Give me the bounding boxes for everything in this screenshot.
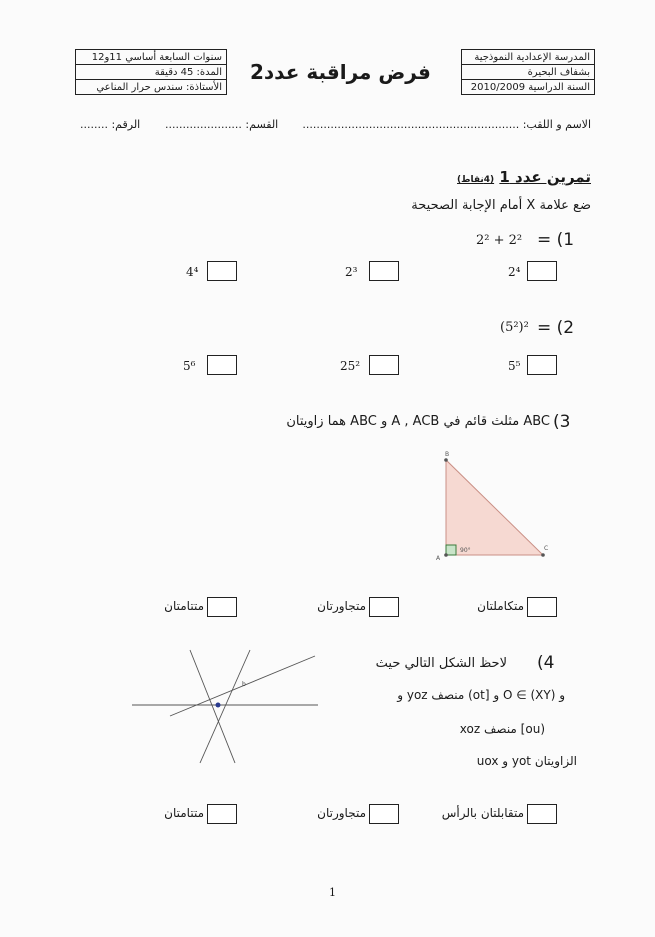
figure-label-b: b — [242, 681, 246, 688]
class-info-box — [75, 49, 227, 95]
q2-option-1-text: 5⁵ — [508, 359, 521, 373]
q3-option-2-text: متجاورتان — [317, 599, 366, 613]
right-angle-mark — [446, 545, 456, 555]
student-name-field: الاسم و اللقب: .............................................................. — [302, 118, 591, 131]
q3-option-3-checkbox[interactable] — [207, 597, 237, 617]
q2-option-1-checkbox[interactable] — [527, 355, 557, 375]
q4-line-1: لاحظ الشكل التالي حيث — [375, 656, 507, 671]
q4-line-3: (ou] منصف xoz — [459, 722, 545, 736]
q2-expression: (5²)² — [500, 320, 529, 335]
line-oz — [190, 650, 235, 763]
q2-option-2-checkbox[interactable] — [369, 355, 399, 375]
number-field: الرقم: ........ — [80, 118, 141, 131]
vertex-c — [541, 553, 545, 557]
q2-option-3-checkbox[interactable] — [207, 355, 237, 375]
q4-line-4: الزاويتان yot و uox — [476, 754, 577, 768]
school-name: المدرسة الإعدادية النموذجية — [462, 50, 594, 65]
q1-option-3-checkbox[interactable] — [207, 261, 237, 281]
q4-option-3-checkbox[interactable] — [207, 804, 237, 824]
exercise-instruction: ضع علامة X أمام الإجابة الصحيحة — [411, 198, 591, 213]
q1-option-1-checkbox[interactable] — [527, 261, 557, 281]
q1-option-1-text: 2⁴ — [508, 265, 521, 279]
school-year: السنة الدراسية 2010/2009 — [470, 82, 590, 93]
q4-number: 4) — [537, 653, 555, 673]
exercise-heading — [457, 168, 591, 186]
q3-option-1-checkbox[interactable] — [527, 597, 557, 617]
exam-title: فرض مراقبة عدد2 — [250, 60, 431, 84]
vertex-b — [444, 458, 448, 462]
q2-option-2-text: 25² — [340, 359, 361, 373]
q4-line-2: و O ∈ (XY) و [ot) منصف yoz و — [397, 688, 565, 702]
section-field: القسم: ...................... — [165, 118, 279, 131]
q2-label: 2) = — [537, 318, 575, 338]
q2-option-3-text: 5⁶ — [183, 359, 196, 373]
angle-label: 90° — [460, 547, 471, 554]
q3-text: ABC مثلث قائم في A , ACB و ABC هما زاويتان — [286, 414, 550, 429]
page-number: 1 — [329, 886, 336, 899]
label-a: A — [436, 555, 441, 562]
teacher-name: الأستاذة: سندس حرار المناعي — [96, 82, 222, 93]
vertex-a — [444, 553, 448, 557]
exercise-title: تمرين عدد 1 — [499, 168, 591, 186]
q4-option-3-text: متتامتان — [164, 806, 204, 820]
q3-triangle-figure — [425, 448, 565, 563]
label-b: B — [445, 451, 450, 458]
q4-option-2-text: متجاورتان — [317, 806, 366, 820]
q4-lines-figure — [130, 648, 320, 768]
school-info-box — [461, 49, 595, 95]
q3-option-1-text: متكاملتان — [477, 599, 524, 613]
q3-option-3-text: متتامتان — [164, 599, 204, 613]
q1-option-2-text: 2³ — [345, 265, 358, 279]
point-o — [216, 703, 221, 708]
exercise-points: (4نقاط) — [457, 175, 495, 185]
class-level: سنوات السابعة أساسي 11و12 — [76, 50, 226, 65]
exam-duration: المدة: 45 دقيقة — [76, 65, 226, 80]
q3-option-2-checkbox[interactable] — [369, 597, 399, 617]
q1-option-3-text: 4⁴ — [186, 265, 199, 279]
q4-option-1-checkbox[interactable] — [527, 804, 557, 824]
school-location: بشفاف البحيرة — [462, 65, 594, 80]
q3-number: 3) — [553, 412, 571, 432]
q1-option-2-checkbox[interactable] — [369, 261, 399, 281]
q1-expression: 2² + 2² — [476, 233, 523, 248]
label-c: C — [544, 545, 549, 552]
q1-label: 1) = — [537, 230, 575, 250]
q4-option-2-checkbox[interactable] — [369, 804, 399, 824]
q4-option-1-text: متقابلتان بالرأس — [441, 806, 524, 820]
triangle-abc — [446, 460, 543, 555]
line-ou — [200, 650, 250, 763]
